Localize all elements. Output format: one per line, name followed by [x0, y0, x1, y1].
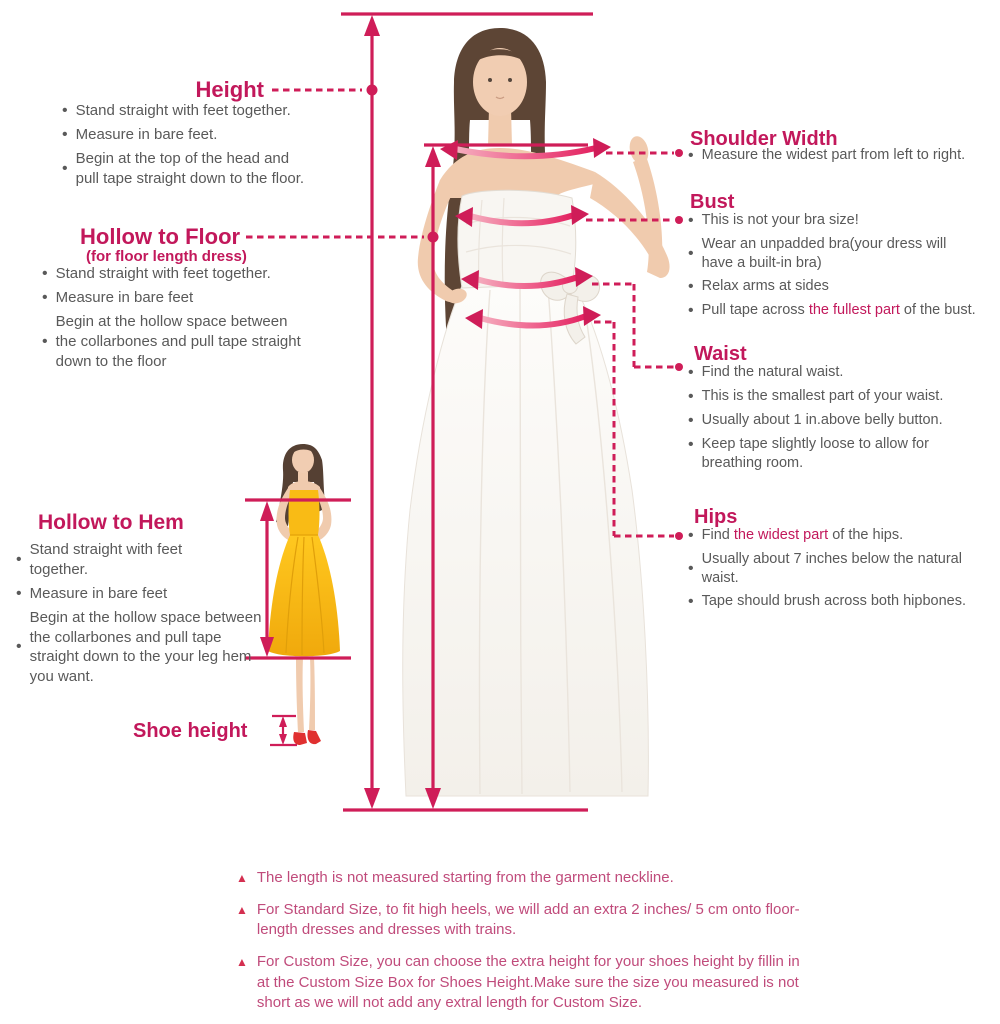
notes-block: [236, 868, 809, 1014]
hollow-to-floor-bullets: [42, 264, 312, 372]
hollow-to-hem-bullet: • Begin at the hollow space between the collarbones and pull tape straight down to the your leg hem you want.: [16, 608, 262, 687]
hollow-to-hem-bullets: [16, 540, 262, 687]
hollow-to-floor-subtitle: (for floor length dress): [86, 248, 247, 265]
shoe-height-gauge: [270, 716, 297, 745]
shoulder-width-title: Shoulder Width: [690, 128, 838, 150]
hips-bullet: • Usually about 7 inches below the natural waist.: [688, 550, 994, 588]
note-item: ▲ The length is not measured starting from the garment neckline.: [236, 868, 809, 889]
waist-bullet: • Usually about 1 in.above belly button.: [688, 411, 994, 431]
height-bullet: • Stand straight with feet together.: [62, 101, 314, 121]
waist-title: Waist: [694, 343, 747, 365]
hollow-to-hem-bullet: • Measure in bare feet: [16, 584, 262, 604]
hollow-to-hem-title: Hollow to Hem: [38, 511, 184, 534]
waist-bullets: [688, 363, 994, 474]
hollow-to-floor-line: [424, 145, 588, 809]
hips-bullet: • Tape should brush across both hipbones.: [688, 592, 994, 612]
height-bullets: [62, 101, 314, 189]
bust-connector: [586, 216, 683, 224]
hollow-to-floor-title: Hollow to Floor: [80, 224, 241, 249]
hips-title: Hips: [694, 506, 738, 528]
hollow-to-floor-bullet: • Measure in bare feet: [42, 288, 312, 308]
shoulder-width-bullet: • Measure the widest part from left to right.: [688, 146, 994, 166]
height-line: [341, 14, 593, 810]
waist-bullet: • This is the smallest part of your waist.: [688, 387, 994, 407]
bust-bullet: • This is not your bra size!: [688, 211, 994, 231]
bust-title: Bust: [690, 191, 735, 213]
shoulder-connector: [606, 149, 683, 157]
waist-arrow: [461, 267, 593, 290]
waist-bullet: • Find the natural waist.: [688, 363, 994, 383]
shoe-height-title: Shoe height: [133, 720, 248, 742]
waist-bullet: • Keep tape slightly loose to allow for breathing room.: [688, 435, 994, 473]
bust-bullet: • Wear an unpadded bra(your dress will have a built-in bra): [688, 235, 994, 273]
shoulder-width-arrow: [440, 138, 611, 160]
height-title: Height: [195, 77, 264, 102]
hips-bullets: [688, 526, 994, 612]
bust-bullet: • Relax arms at sides: [688, 277, 994, 297]
hips-arrow: [465, 306, 601, 329]
height-bullet: • Begin at the top of the head and pull tape straight down to the floor.: [62, 149, 314, 189]
hollow-to-floor-connector: [246, 232, 439, 243]
bust-bullet: • Pull tape across the fullest part of the bust.: [688, 301, 994, 321]
height-connector: [272, 85, 378, 96]
shoulder-width-bullets: [688, 146, 994, 166]
hips-bullet: • Find the widest part of the hips.: [688, 526, 994, 546]
note-item: ▲ For Standard Size, to fit high heels, we will add an extra 2 inches/ 5 cm onto floor-length dresses and dresses with trains.: [236, 900, 809, 941]
waist-connector: [592, 284, 683, 371]
bust-arrow: [455, 205, 589, 227]
hollow-to-floor-bullet: • Stand straight with feet together.: [42, 264, 312, 284]
hollow-to-hem-bullet: • Stand straight with feet together.: [16, 540, 262, 580]
hollow-to-floor-bullet: • Begin at the hollow space between the collarbones and pull tape straight down to the floor: [42, 312, 312, 371]
note-item: ▲ For Custom Size, you can choose the extra height for your shoes height by fillin in at the Custom Size Box for Shoes Height.Make sure the size you measured is not short as we will not add any extral length for Custom Size.: [236, 952, 809, 1014]
hips-connector: [594, 322, 683, 540]
bust-bullets: [688, 211, 994, 322]
height-bullet: • Measure in bare feet.: [62, 125, 314, 145]
